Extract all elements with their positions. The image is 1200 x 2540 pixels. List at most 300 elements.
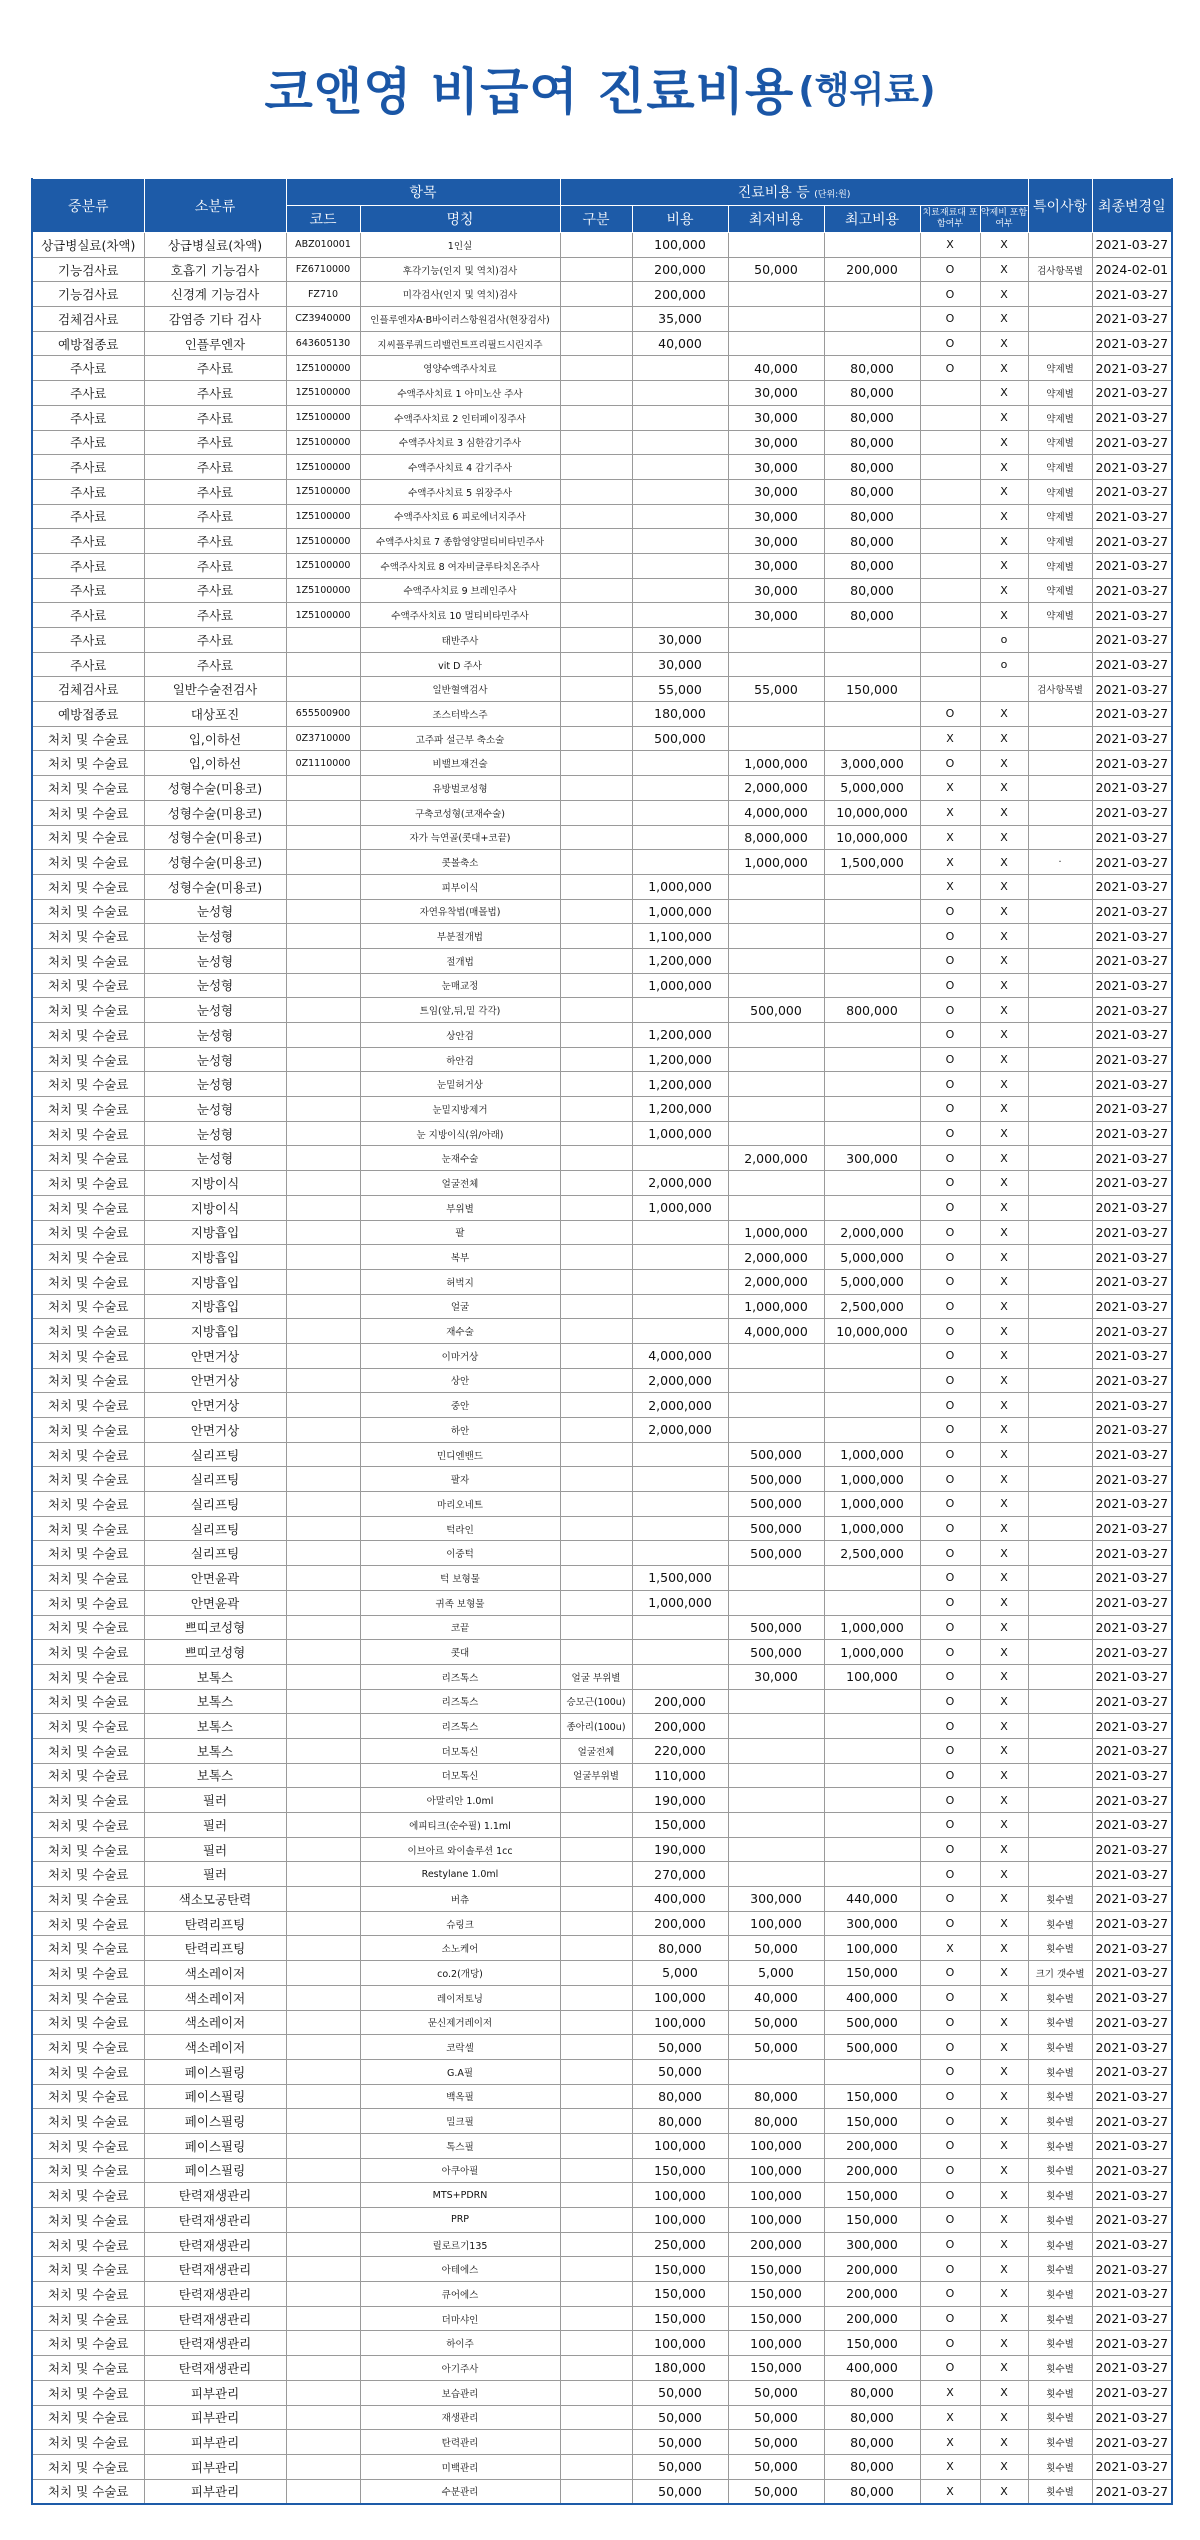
cell-max-cost: 300,000 — [824, 1911, 920, 1936]
cell-minor: 지방흡입 — [144, 1319, 286, 1344]
cell-code — [286, 973, 360, 998]
cell-incl-drug: X — [980, 479, 1028, 504]
cell-updated: 2021-03-27 — [1092, 455, 1172, 480]
cell-code — [286, 2257, 360, 2282]
cell-incl-drug: X — [980, 2257, 1028, 2282]
cell-incl-material: O — [920, 2331, 980, 2356]
cell-name: 중안 — [360, 1393, 560, 1418]
cell-major: 처치 및 수술료 — [32, 874, 144, 899]
cell-updated: 2021-03-27 — [1092, 282, 1172, 307]
table-row — [32, 1220, 1172, 1245]
cell-cost — [632, 479, 728, 504]
cell-note: 횟수별 — [1028, 1911, 1092, 1936]
table-row — [32, 998, 1172, 1023]
table-row — [32, 652, 1172, 677]
cell-incl-drug: X — [980, 257, 1028, 282]
cell-major: 주사료 — [32, 504, 144, 529]
cell-gubun: 얼굴전체 — [560, 1738, 632, 1763]
cell-gubun — [560, 1121, 632, 1146]
cell-note: 약제별 — [1028, 504, 1092, 529]
cell-incl-drug: X — [980, 233, 1028, 258]
cell-cost — [632, 800, 728, 825]
cell-incl-material: O — [920, 1121, 980, 1146]
cell-code — [286, 652, 360, 677]
cell-max-cost: 80,000 — [824, 504, 920, 529]
cell-name: 수액주사치료 9 브레인주사 — [360, 578, 560, 603]
cell-incl-drug: X — [980, 381, 1028, 406]
cell-code — [286, 2158, 360, 2183]
cell-code — [286, 1961, 360, 1986]
cell-cost — [632, 1664, 728, 1689]
cell-major: 처치 및 수술료 — [32, 2084, 144, 2109]
cell-incl-material — [920, 553, 980, 578]
cell-major: 처치 및 수술료 — [32, 1121, 144, 1146]
cell-incl-material: X — [920, 2405, 980, 2430]
cell-cost: 1,200,000 — [632, 948, 728, 973]
cell-max-cost — [824, 1072, 920, 1097]
cell-gubun: 종아리(100u) — [560, 1714, 632, 1739]
cell-minor: 안면윤곽 — [144, 1590, 286, 1615]
cell-max-cost: 5,000,000 — [824, 1245, 920, 1270]
table-row — [32, 1936, 1172, 1961]
cell-code — [286, 2059, 360, 2084]
cell-note — [1028, 307, 1092, 332]
cell-max-cost: 80,000 — [824, 2380, 920, 2405]
cell-max-cost: 150,000 — [824, 1961, 920, 1986]
cell-incl-material: O — [920, 2356, 980, 2381]
fee-table-body — [32, 233, 1172, 2505]
cell-note — [1028, 1245, 1092, 1270]
cell-incl-material: X — [920, 1936, 980, 1961]
cell-major: 처치 및 수술료 — [32, 2282, 144, 2307]
cell-updated: 2021-03-27 — [1092, 1171, 1172, 1196]
cell-max-cost — [824, 702, 920, 727]
cell-incl-drug: X — [980, 1146, 1028, 1171]
cell-min-cost: 30,000 — [728, 430, 824, 455]
cell-note — [1028, 1393, 1092, 1418]
cell-major: 처치 및 수술료 — [32, 800, 144, 825]
cell-major: 처치 및 수술료 — [32, 1467, 144, 1492]
cell-name: 절개법 — [360, 948, 560, 973]
cell-incl-drug: o — [980, 652, 1028, 677]
cell-note — [1028, 282, 1092, 307]
cell-gubun — [560, 776, 632, 801]
cell-minor: 탄력재생관리 — [144, 2208, 286, 2233]
table-row — [32, 1788, 1172, 1813]
cell-max-cost — [824, 1023, 920, 1048]
cell-incl-material: X — [920, 233, 980, 258]
cell-cost: 30,000 — [632, 628, 728, 653]
cell-incl-material — [920, 455, 980, 480]
cell-name: 수분관리 — [360, 2479, 560, 2504]
cell-incl-drug: X — [980, 553, 1028, 578]
cell-incl-drug: X — [980, 1813, 1028, 1838]
page-title-main: 코앤영 비급여 진료비용 — [264, 62, 795, 121]
cell-min-cost — [728, 1862, 824, 1887]
cell-incl-drug — [980, 677, 1028, 702]
cell-note — [1028, 874, 1092, 899]
cell-code — [286, 1837, 360, 1862]
cell-name: 밀크필 — [360, 2109, 560, 2134]
cell-max-cost: 80,000 — [824, 356, 920, 381]
cell-name: 아기주사 — [360, 2356, 560, 2381]
cell-incl-drug: X — [980, 331, 1028, 356]
cell-incl-material: O — [920, 1689, 980, 1714]
cell-name: 이브아르 와이솔루션 1cc — [360, 1837, 560, 1862]
cell-updated: 2021-03-27 — [1092, 504, 1172, 529]
cell-min-cost — [728, 233, 824, 258]
cell-cost: 150,000 — [632, 2306, 728, 2331]
cell-cost — [632, 1269, 728, 1294]
cell-name: 톡스필 — [360, 2133, 560, 2158]
cell-incl-drug: X — [980, 1294, 1028, 1319]
page-title-sub: (행위료) — [798, 70, 936, 111]
cell-cost: 1,200,000 — [632, 1023, 728, 1048]
cell-name: 눈매교정 — [360, 973, 560, 998]
cell-gubun — [560, 751, 632, 776]
cell-min-cost: 2,000,000 — [728, 1269, 824, 1294]
cell-incl-drug: X — [980, 1097, 1028, 1122]
cell-code — [286, 1689, 360, 1714]
cell-min-cost: 30,000 — [728, 578, 824, 603]
cell-cost: 500,000 — [632, 726, 728, 751]
cell-code — [286, 1788, 360, 1813]
cell-min-cost: 1,000,000 — [728, 751, 824, 776]
cell-incl-drug: X — [980, 1072, 1028, 1097]
cell-major: 처치 및 수술료 — [32, 1738, 144, 1763]
cell-incl-drug: X — [980, 2331, 1028, 2356]
cell-note: 횟수별 — [1028, 2380, 1092, 2405]
cell-max-cost: 1,000,000 — [824, 1640, 920, 1665]
cell-code — [286, 1442, 360, 1467]
cell-incl-material: O — [920, 1195, 980, 1220]
cell-minor: 보톡스 — [144, 1738, 286, 1763]
cell-major: 주사료 — [32, 479, 144, 504]
cell-updated: 2021-03-27 — [1092, 652, 1172, 677]
table-row — [32, 233, 1172, 258]
cell-name: Restylane 1.0ml — [360, 1862, 560, 1887]
cell-incl-material: O — [920, 2232, 980, 2257]
table-row — [32, 1294, 1172, 1319]
cell-name: 팔자 — [360, 1467, 560, 1492]
cell-min-cost: 2,000,000 — [728, 776, 824, 801]
cell-code — [286, 1615, 360, 1640]
cell-gubun — [560, 1195, 632, 1220]
cell-note: 횟수별 — [1028, 1936, 1092, 1961]
header-min-cost: 최저비용 — [728, 206, 824, 233]
cell-gubun — [560, 1911, 632, 1936]
cell-incl-material — [920, 529, 980, 554]
cell-minor: 색소레이저 — [144, 2035, 286, 2060]
cell-minor: 눈성형 — [144, 1097, 286, 1122]
table-row — [32, 2479, 1172, 2504]
cell-name: 자가 늑연골(콧대+코끝) — [360, 825, 560, 850]
cell-min-cost: 1,000,000 — [728, 850, 824, 875]
cell-gubun — [560, 800, 632, 825]
cell-updated: 2021-03-27 — [1092, 1590, 1172, 1615]
cell-updated: 2021-03-27 — [1092, 702, 1172, 727]
cell-updated: 2021-03-27 — [1092, 1220, 1172, 1245]
cell-note — [1028, 628, 1092, 653]
cell-name: 탄력관리 — [360, 2430, 560, 2455]
cell-updated: 2021-03-27 — [1092, 1961, 1172, 1986]
cell-name: 미각검사(인지 및 역치)검사 — [360, 282, 560, 307]
cell-max-cost — [824, 1763, 920, 1788]
cell-note — [1028, 973, 1092, 998]
cell-note — [1028, 1615, 1092, 1640]
cell-note: 약제별 — [1028, 381, 1092, 406]
cell-updated: 2021-03-27 — [1092, 1763, 1172, 1788]
cell-note: 횟수별 — [1028, 2257, 1092, 2282]
cell-max-cost — [824, 1813, 920, 1838]
cell-updated: 2021-03-27 — [1092, 1911, 1172, 1936]
cell-name: 지씨플루쿼드리밸런트프리필드시린지주 — [360, 331, 560, 356]
table-row — [32, 2430, 1172, 2455]
cell-incl-drug: X — [980, 1368, 1028, 1393]
cell-minor: 실리프팅 — [144, 1541, 286, 1566]
cell-incl-material: O — [920, 2257, 980, 2282]
cell-max-cost — [824, 1047, 920, 1072]
cell-note — [1028, 726, 1092, 751]
cell-major: 처치 및 수술료 — [32, 973, 144, 998]
cell-name: 콧대 — [360, 1640, 560, 1665]
cell-note: 크기 갯수별 — [1028, 1961, 1092, 1986]
cell-major: 처치 및 수술료 — [32, 1887, 144, 1912]
cell-gubun — [560, 924, 632, 949]
cell-incl-drug: X — [980, 1319, 1028, 1344]
table-row — [32, 1689, 1172, 1714]
cell-major: 처치 및 수술료 — [32, 998, 144, 1023]
cell-note: 약제별 — [1028, 603, 1092, 628]
cell-major: 처치 및 수술료 — [32, 2356, 144, 2381]
cell-updated: 2021-03-27 — [1092, 1862, 1172, 1887]
cell-updated: 2021-03-27 — [1092, 751, 1172, 776]
cell-incl-material: O — [920, 1738, 980, 1763]
cell-code: 0Z3710000 — [286, 726, 360, 751]
cell-min-cost: 2,000,000 — [728, 1146, 824, 1171]
cell-name: 마리오네트 — [360, 1492, 560, 1517]
cell-min-cost — [728, 1023, 824, 1048]
table-row — [32, 1763, 1172, 1788]
cell-note: 약제별 — [1028, 405, 1092, 430]
cell-min-cost: 100,000 — [728, 2208, 824, 2233]
cell-note: 횟수별 — [1028, 2035, 1092, 2060]
cell-minor: 주사료 — [144, 652, 286, 677]
cell-minor: 색소모공탄력 — [144, 1887, 286, 1912]
cell-note — [1028, 1294, 1092, 1319]
cell-updated: 2021-03-27 — [1092, 2405, 1172, 2430]
cell-code: 655500900 — [286, 702, 360, 727]
cell-note — [1028, 800, 1092, 825]
cell-gubun — [560, 2183, 632, 2208]
cell-minor: 주사료 — [144, 356, 286, 381]
cell-major: 기능검사료 — [32, 257, 144, 282]
cell-minor: 쁘띠코성형 — [144, 1615, 286, 1640]
cell-major: 주사료 — [32, 578, 144, 603]
cell-max-cost: 300,000 — [824, 1146, 920, 1171]
cell-incl-material: X — [920, 2380, 980, 2405]
cell-cost — [632, 1467, 728, 1492]
cell-cost: 80,000 — [632, 1936, 728, 1961]
cell-major: 처치 및 수술료 — [32, 2454, 144, 2479]
cell-minor: 대상포진 — [144, 702, 286, 727]
cell-minor: 성형수술(미용코) — [144, 776, 286, 801]
cell-updated: 2021-03-27 — [1092, 2430, 1172, 2455]
cell-incl-drug: X — [980, 2380, 1028, 2405]
cell-incl-drug: X — [980, 1492, 1028, 1517]
cell-note: 횟수별 — [1028, 2232, 1092, 2257]
cell-incl-drug: X — [980, 1837, 1028, 1862]
table-row — [32, 677, 1172, 702]
cell-incl-drug: X — [980, 2405, 1028, 2430]
cell-max-cost — [824, 1788, 920, 1813]
cell-incl-material: O — [920, 2133, 980, 2158]
table-row — [32, 924, 1172, 949]
table-row — [32, 1590, 1172, 1615]
cell-major: 주사료 — [32, 381, 144, 406]
cell-updated: 2021-03-27 — [1092, 331, 1172, 356]
cell-code: FZ6710000 — [286, 257, 360, 282]
cell-minor: 실리프팅 — [144, 1442, 286, 1467]
cell-incl-material: X — [920, 776, 980, 801]
cell-incl-drug: X — [980, 282, 1028, 307]
cell-max-cost — [824, 1171, 920, 1196]
cell-note — [1028, 948, 1092, 973]
cell-max-cost: 500,000 — [824, 2035, 920, 2060]
cell-updated: 2021-03-27 — [1092, 1442, 1172, 1467]
cell-incl-drug: X — [980, 1714, 1028, 1739]
cell-min-cost — [728, 1097, 824, 1122]
cell-note — [1028, 233, 1092, 258]
cell-minor: 주사료 — [144, 504, 286, 529]
cell-min-cost: 500,000 — [728, 998, 824, 1023]
cell-major: 처치 및 수술료 — [32, 1911, 144, 1936]
cell-updated: 2021-03-27 — [1092, 2133, 1172, 2158]
cell-cost: 1,000,000 — [632, 973, 728, 998]
cell-name: 아테에스 — [360, 2257, 560, 2282]
cell-max-cost: 80,000 — [824, 381, 920, 406]
cell-note: 횟수별 — [1028, 2306, 1092, 2331]
table-row — [32, 1146, 1172, 1171]
cell-major: 처치 및 수술료 — [32, 1393, 144, 1418]
cell-note — [1028, 1220, 1092, 1245]
cell-code — [286, 1072, 360, 1097]
cell-min-cost — [728, 1566, 824, 1591]
cell-code — [286, 2109, 360, 2134]
cell-note — [1028, 1738, 1092, 1763]
cell-code — [286, 1862, 360, 1887]
cell-incl-material — [920, 578, 980, 603]
table-row — [32, 2183, 1172, 2208]
cell-min-cost: 40,000 — [728, 356, 824, 381]
cell-max-cost — [824, 1195, 920, 1220]
cell-incl-material: O — [920, 1442, 980, 1467]
cell-gubun — [560, 1023, 632, 1048]
cell-name: 눈밑지방제거 — [360, 1097, 560, 1122]
cell-min-cost — [728, 1714, 824, 1739]
cell-gubun — [560, 874, 632, 899]
cell-code — [286, 1664, 360, 1689]
cell-code: FZ710 — [286, 282, 360, 307]
cell-minor: 상급병실료(차액) — [144, 233, 286, 258]
cell-max-cost: 10,000,000 — [824, 800, 920, 825]
table-row — [32, 1245, 1172, 1270]
cell-major: 처치 및 수술료 — [32, 2306, 144, 2331]
table-row — [32, 1961, 1172, 1986]
cell-note — [1028, 1072, 1092, 1097]
cell-incl-drug: X — [980, 2059, 1028, 2084]
cell-code — [286, 1121, 360, 1146]
cell-major: 처치 및 수술료 — [32, 751, 144, 776]
cell-minor: 주사료 — [144, 479, 286, 504]
cell-updated: 2021-03-27 — [1092, 2158, 1172, 2183]
cell-note — [1028, 924, 1092, 949]
cell-gubun — [560, 331, 632, 356]
cell-minor: 입,이하선 — [144, 726, 286, 751]
cell-name: 고주파 설근부 축소술 — [360, 726, 560, 751]
cell-code — [286, 1467, 360, 1492]
cell-max-cost: 5,000,000 — [824, 1269, 920, 1294]
table-row — [32, 2380, 1172, 2405]
cell-name: 후각기능(인지 및 역치)검사 — [360, 257, 560, 282]
cell-code — [286, 2183, 360, 2208]
cell-major: 처치 및 수술료 — [32, 1097, 144, 1122]
cell-min-cost: 50,000 — [728, 2380, 824, 2405]
cell-incl-drug: X — [980, 1516, 1028, 1541]
cell-gubun — [560, 973, 632, 998]
cell-code — [286, 1220, 360, 1245]
cell-cost — [632, 529, 728, 554]
cell-incl-drug: X — [980, 529, 1028, 554]
cell-min-cost: 30,000 — [728, 405, 824, 430]
cell-max-cost — [824, 2059, 920, 2084]
cell-incl-drug: X — [980, 1418, 1028, 1443]
cell-incl-material: O — [920, 899, 980, 924]
cell-max-cost: 500,000 — [824, 2010, 920, 2035]
cell-min-cost: 200,000 — [728, 2232, 824, 2257]
cell-name: 수액주사치료 7 종합영양멀티비타민주사 — [360, 529, 560, 554]
cell-note: 횟수별 — [1028, 2133, 1092, 2158]
table-row — [32, 825, 1172, 850]
cell-max-cost — [824, 948, 920, 973]
cell-cost: 180,000 — [632, 702, 728, 727]
cell-incl-drug: X — [980, 1269, 1028, 1294]
cell-cost — [632, 825, 728, 850]
cell-max-cost: 150,000 — [824, 677, 920, 702]
cell-incl-drug: X — [980, 1664, 1028, 1689]
cell-max-cost — [824, 628, 920, 653]
cell-updated: 2021-03-27 — [1092, 233, 1172, 258]
header-cost-group — [560, 179, 1028, 206]
cell-min-cost: 30,000 — [728, 529, 824, 554]
cell-gubun — [560, 677, 632, 702]
cell-incl-material — [920, 430, 980, 455]
table-row — [32, 331, 1172, 356]
cell-cost: 180,000 — [632, 2356, 728, 2381]
cell-min-cost: 500,000 — [728, 1615, 824, 1640]
cell-minor: 성형수술(미용코) — [144, 850, 286, 875]
cell-updated: 2021-03-27 — [1092, 850, 1172, 875]
table-row — [32, 2257, 1172, 2282]
cell-code — [286, 776, 360, 801]
cell-major: 처치 및 수술료 — [32, 1343, 144, 1368]
header-incl-drug: 약제비 포함여부 — [980, 206, 1028, 233]
cell-code — [286, 1368, 360, 1393]
cell-cost: 50,000 — [632, 2059, 728, 2084]
cell-cost: 1,000,000 — [632, 874, 728, 899]
cell-updated: 2021-03-27 — [1092, 1492, 1172, 1517]
cell-name: 큐어에스 — [360, 2282, 560, 2307]
